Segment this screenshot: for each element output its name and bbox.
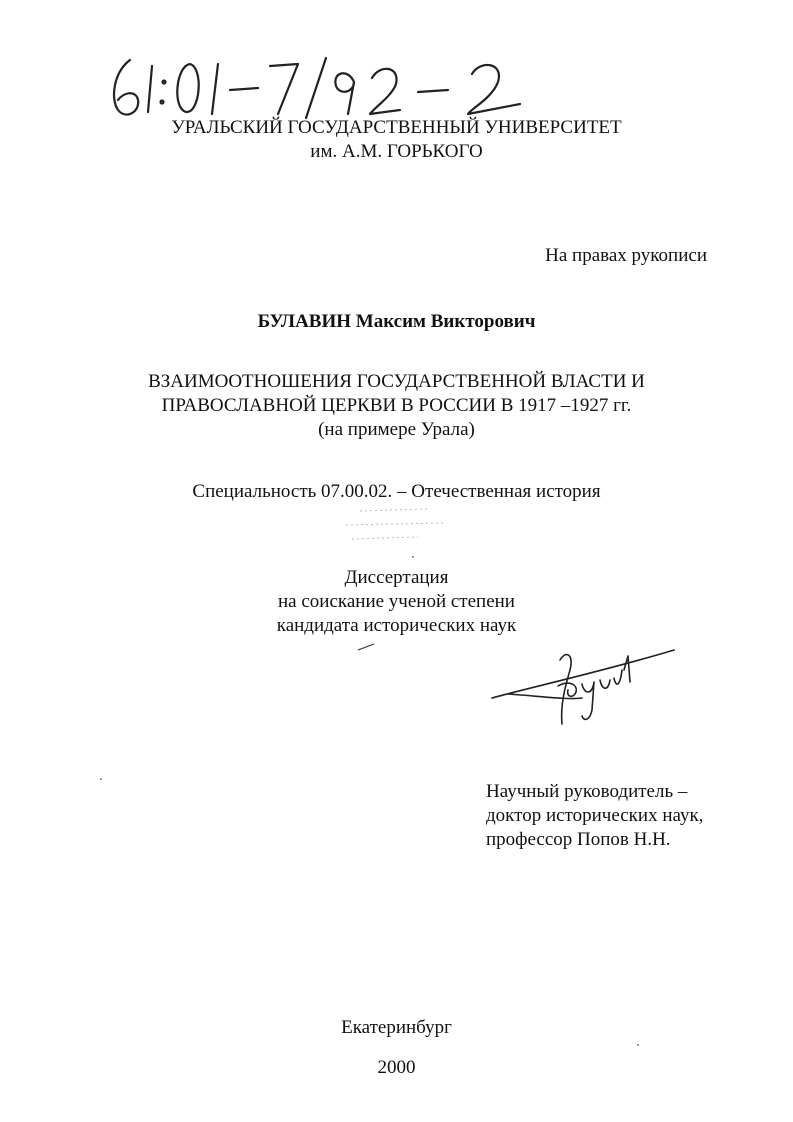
scan-speck [637, 1044, 639, 1046]
city: Екатеринбург [341, 1017, 452, 1038]
title-line-2: ПРАВОСЛАВНОЙ ЦЕРКВИ В РОССИИ В 1917 –1927 гг. [161, 395, 632, 416]
supervisor-degree: доктор исторических наук, [486, 805, 704, 826]
supervisor-title: Научный руководитель – [486, 781, 688, 802]
dissertation-label: Диссертация [344, 567, 449, 588]
author-name: БУЛАВИН Максим Викторович [257, 311, 536, 332]
supervisor-name: профессор Попов Н.Н. [486, 829, 671, 850]
scan-speck [100, 778, 102, 780]
manuscript-note: На правах рукописи [545, 245, 707, 266]
faint-stamp [318, 505, 468, 549]
scan-speck [412, 556, 414, 558]
title-line-3: (на примере Урала) [318, 419, 475, 440]
degree-line-1: на соискание ученой степени [278, 591, 515, 612]
handwritten-code [100, 52, 540, 124]
specialty: Специальность 07.00.02. – Отечественная история [192, 481, 601, 502]
university-subtitle: им. А.М. ГОРЬКОГО [310, 141, 483, 162]
signature [488, 640, 688, 760]
year: 2000 [377, 1057, 416, 1078]
university-name: УРАЛЬСКИЙ ГОСУДАРСТВЕННЫЙ УНИВЕРСИТЕТ [171, 117, 622, 138]
degree-line-2: кандидата исторических наук [276, 615, 517, 636]
title-line-1: ВЗАИМООТНОШЕНИЯ ГОСУДАРСТВЕННОЙ ВЛАСТИ И [148, 371, 645, 392]
pen-mark [356, 642, 376, 652]
